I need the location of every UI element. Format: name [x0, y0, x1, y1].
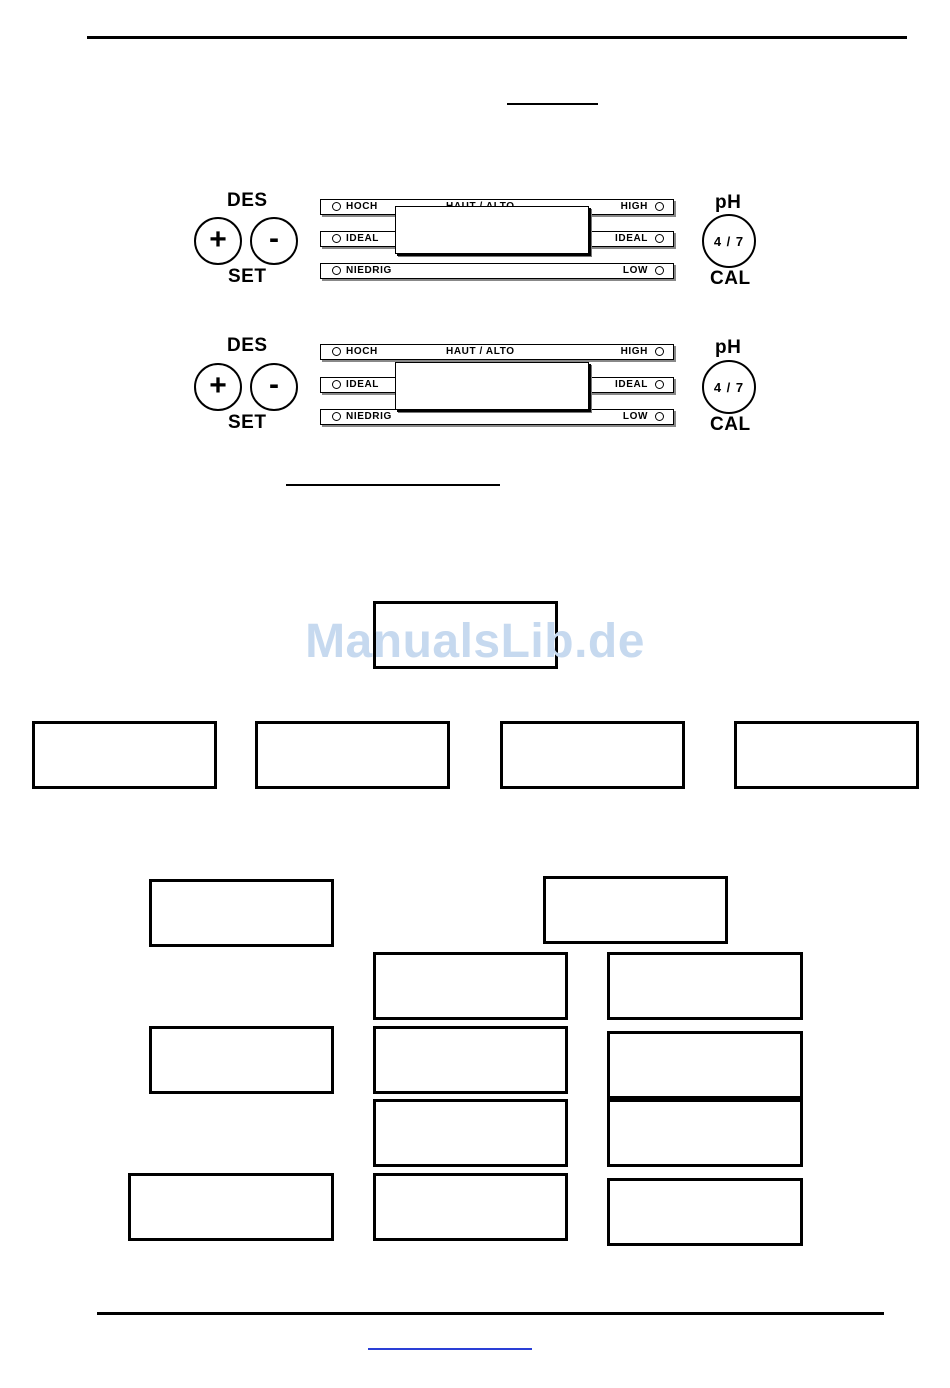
status-strip-high: HOCH HIGH [320, 199, 674, 215]
lcd-display [395, 362, 589, 410]
plus-button[interactable]: + [194, 217, 242, 265]
flow-box [373, 1026, 568, 1094]
control-panel-1 [170, 190, 770, 300]
minus-button[interactable]: - [250, 217, 298, 265]
ph-label: pH [715, 337, 742, 358]
flow-box-level1 [255, 721, 450, 789]
set-label: SET [228, 412, 267, 433]
flow-box-level1 [734, 721, 919, 789]
flow-box [607, 1099, 803, 1167]
footer-rule [97, 1312, 884, 1315]
control-panel-2 [170, 335, 770, 445]
flow-box [128, 1173, 334, 1241]
led-icon [332, 347, 341, 356]
status-strip-high: HOCH HAUT / ALTO HIGH [320, 344, 674, 360]
header-rule [87, 36, 907, 39]
led-icon [655, 347, 664, 356]
led-icon [655, 266, 664, 275]
flow-box [543, 876, 728, 944]
led-icon [655, 412, 664, 421]
ph-label: pH [715, 192, 742, 213]
status-strip-low: NIEDRIG LOW [320, 263, 674, 279]
plus-button[interactable]: + [194, 363, 242, 411]
section-underline [286, 484, 500, 486]
flow-box [149, 1026, 334, 1094]
led-icon [332, 412, 341, 421]
minus-button[interactable]: - [250, 363, 298, 411]
watermark: ManualsLib.de [305, 615, 645, 668]
footer-link-underline[interactable] [368, 1348, 532, 1350]
led-icon [332, 202, 341, 211]
status-strip-low: NIEDRIG LOW [320, 409, 674, 425]
des-label: DES [227, 190, 268, 211]
cal-button[interactable]: 4 / 7 [702, 214, 756, 268]
title-underline [507, 103, 598, 105]
cal-button[interactable]: 4 / 7 [702, 360, 756, 414]
cal-label: CAL [710, 268, 751, 289]
led-icon [332, 380, 341, 389]
des-label: DES [227, 335, 268, 356]
cal-label: CAL [710, 414, 751, 435]
lcd-display [395, 206, 589, 254]
flow-box [607, 952, 803, 1020]
flow-box [149, 879, 334, 947]
flow-box [607, 1178, 803, 1246]
flow-box-level1 [500, 721, 685, 789]
status-strip-ideal: IDEAL IDEAL [320, 377, 674, 393]
led-icon [655, 202, 664, 211]
flow-box-root [373, 601, 558, 669]
flow-box [373, 1173, 568, 1241]
status-strip-ideal: IDEAL IDEAL [320, 231, 674, 247]
led-icon [655, 234, 664, 243]
flow-box-level1 [32, 721, 217, 789]
flow-box [607, 1031, 803, 1099]
led-icon [332, 266, 341, 275]
led-icon [332, 234, 341, 243]
led-icon [655, 380, 664, 389]
set-label: SET [228, 266, 267, 287]
flow-box [373, 1099, 568, 1167]
flow-box [373, 952, 568, 1020]
